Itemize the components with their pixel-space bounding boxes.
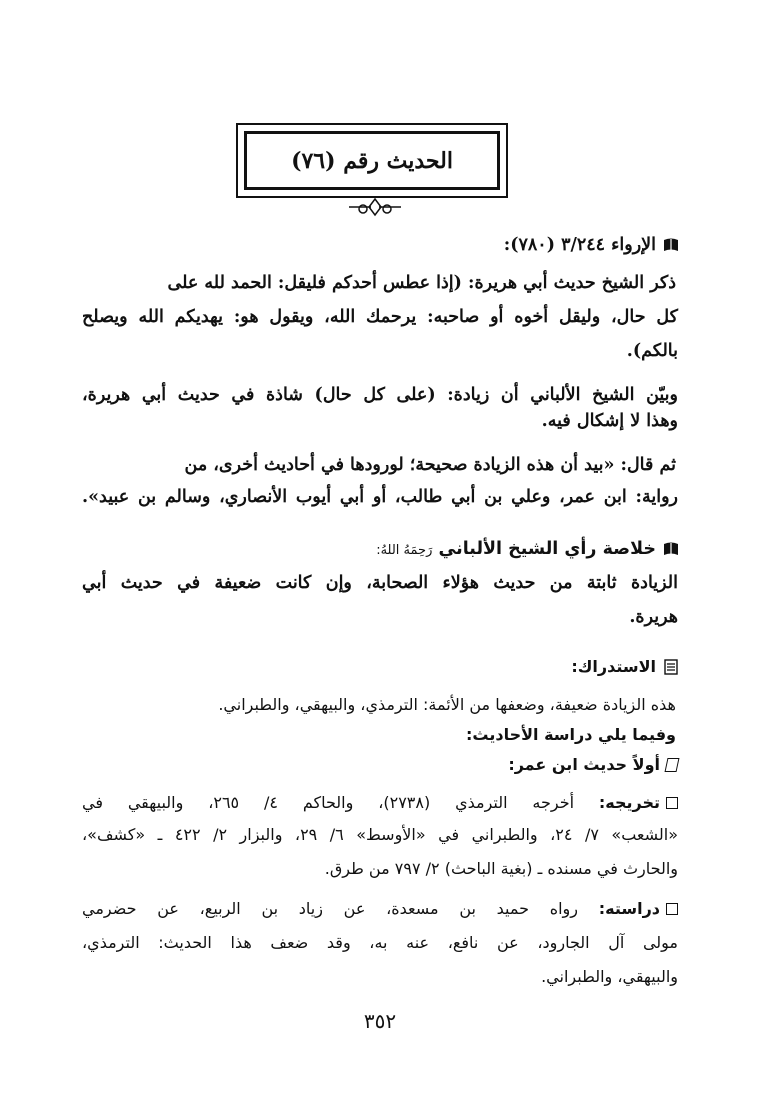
summary-honorific: رَحِمَهُ اللهُ: [376, 543, 433, 558]
irwa-heading: الإرواء ٣/٢٤٤ (٧٨٠): [503, 235, 656, 255]
para3-line1: ثم قال: «بيد أن هذه الزيادة صحيحة؛ لورودها في أحاديث أخرى، من [184, 455, 676, 475]
istidrak-text: هذه الزيادة ضعيفة، وضعفها من الأئمة: الترمذي، والبيهقي، والطبراني. [218, 695, 676, 714]
ornament-icon [345, 196, 405, 218]
takhrij-line2: «الشعب» ٧/ ٢٤، والطبراني في «الأوسط» ٦/ ٢٩، والبزار ٢/ ٤٢٢ ـ «كشف»، [82, 825, 679, 844]
first-hadith-text: أولاً حديث ابن عمر: [508, 755, 660, 774]
title-frame [236, 123, 508, 198]
takhrij-label: تخريجه: [598, 793, 661, 812]
dirasa-line1 [82, 896, 678, 922]
takhrij-line1 [82, 790, 678, 816]
page-number: ٣٥٢ [363, 1009, 397, 1033]
checkbox-square-icon [666, 797, 678, 809]
book-icon [662, 236, 680, 254]
para1-line1: ذكر الشيخ حديث أبي هريرة: (إذا عطس أحدكم فليقل: الحمد لله على [167, 273, 676, 293]
dirasa-line2: مولى آل الجارود، عن نافع، عنه به، وقد ضعف هذا الحديث: الترمذي، [82, 933, 678, 952]
hadith-marker-icon [665, 758, 680, 772]
book-icon [662, 540, 680, 558]
study-intro: وفيما يلي دراسة الأحاديث: [466, 725, 676, 744]
para1-line2: كل حال، وليقل أخوه أو صاحبه: يرحمك الله، ويقول هو: يهديكم الله ويصلح [82, 307, 678, 327]
dirasa-text1: رواه حميد بن مسعدة، عن زياد بن الربيع، عن حضرمي [82, 899, 579, 918]
para1-line3: بالكم). [626, 341, 678, 361]
para2-line2: وهذا لا إشكال فيه. [541, 411, 678, 431]
summary-heading [376, 536, 656, 564]
scroll-icon [662, 658, 680, 676]
summary-heading-text: خلاصة رأي الشيخ الألباني [438, 539, 656, 559]
para2-line1: وبيّن الشيخ الألباني أن زيادة: (على كل حال) شاذة في حديث أبي هريرة، [82, 385, 678, 405]
hadith-title: الحديث رقم (٧٦) [244, 131, 500, 190]
takhrij-line3: والحارث في مسنده ـ (بغية الباحث) ٢/ ٧٩٧ من طرق. [324, 859, 678, 878]
summary-line1: الزيادة ثابتة من حديث هؤلاء الصحابة، وإن كانت ضعيفة في حديث أبي [82, 573, 678, 593]
summary-line2: هريرة. [629, 607, 678, 627]
dirasa-line3: والبيهقي، والطبراني. [541, 967, 678, 986]
dirasa-label: دراسته: [598, 899, 661, 918]
checkbox-square-icon [666, 903, 678, 915]
para3-line2: رواية: ابن عمر، وعلي بن أبي طالب، أو أبي أيوب الأنصاري، وسالم بن عبيد». [82, 487, 678, 507]
istidrak-heading: الاستدراك: [571, 657, 656, 676]
first-hadith [508, 752, 678, 778]
takhrij-text1: أخرجه الترمذي (٢٧٣٨)، والحاكم ٤/ ٢٦٥، والبيهقي في [82, 793, 575, 812]
